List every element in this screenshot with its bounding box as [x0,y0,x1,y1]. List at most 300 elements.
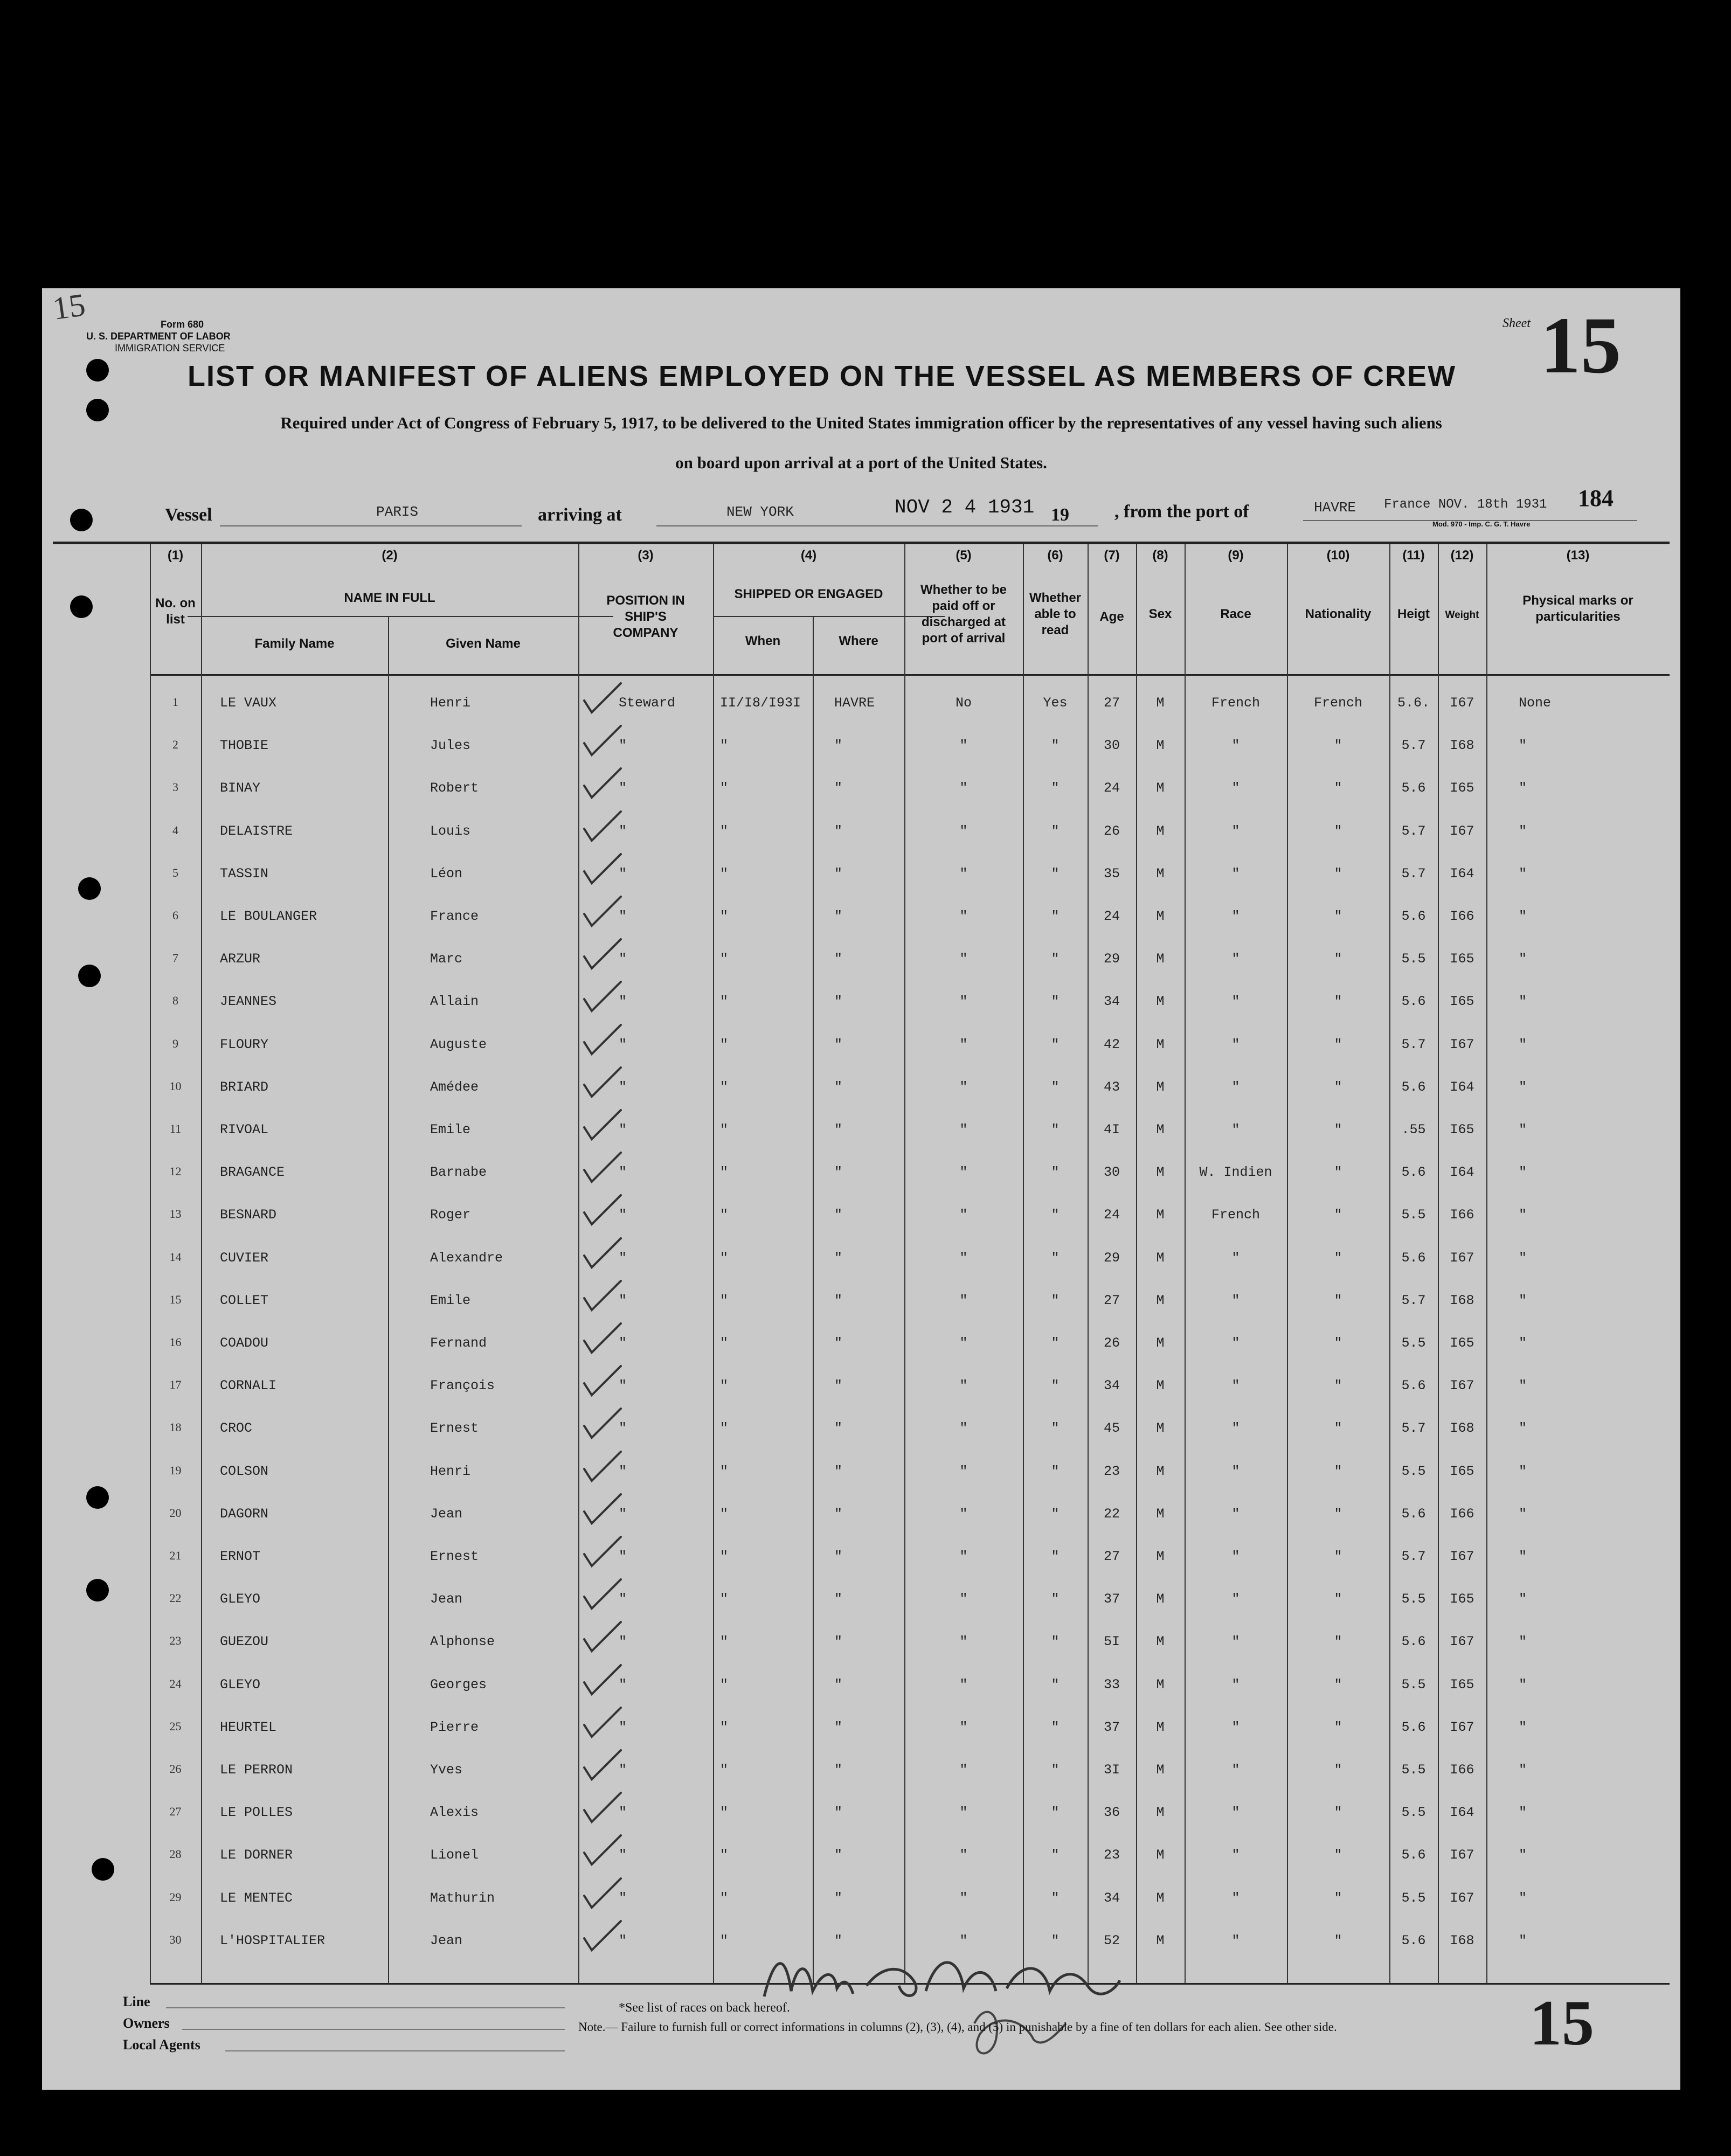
cell-race: " [1231,1676,1240,1693]
cell-where: " [834,1036,843,1052]
header-position: POSITION IN SHIP'S COMPANY [606,593,685,640]
cell-age: 22 [1103,1506,1120,1522]
cell-paid: " [959,1634,968,1650]
cell-race: " [1231,738,1240,754]
binder-hole [92,1858,114,1881]
cell-family: GUEZOU [220,1634,269,1650]
table-row [42,1794,1680,1836]
cell-no: 20 [169,1506,182,1520]
cell-no: 13 [169,1207,182,1221]
header-given-name: Given Name [446,636,521,651]
cell-read: " [1051,1250,1060,1266]
cell-age: 23 [1103,1847,1120,1863]
cell-family: RIVOAL [220,1122,269,1138]
cell-given: François [430,1378,495,1394]
check-mark-icon [581,807,624,845]
cell-height: 5.6 [1401,1932,1426,1949]
check-mark-icon [581,1618,624,1655]
cell-marks: " [1519,865,1527,882]
colnum-9: (9) [1228,548,1244,563]
check-mark-icon [581,1319,624,1357]
cell-given: Pierre [430,1719,479,1735]
cell-race: " [1231,1122,1240,1138]
cell-age: 24 [1103,1207,1120,1223]
cell-age: 26 [1103,823,1120,839]
cell-read: " [1051,823,1060,839]
cell-read: " [1051,1932,1060,1949]
cell-height: 5.6 [1401,1847,1426,1863]
cell-read: " [1051,1335,1060,1351]
cell-age: 34 [1103,1890,1120,1906]
cell-no: 27 [169,1805,182,1819]
cell-nat: " [1334,1463,1342,1479]
cell-read: " [1051,994,1060,1010]
cell-given: Marc [430,951,463,967]
cell-position: Steward [619,695,676,711]
cell-given: Robert [430,780,479,796]
colnum-1: (1) [167,548,184,563]
cell-when: " [720,1335,729,1351]
cell-marks: " [1519,1890,1527,1906]
cell-no: 23 [169,1634,182,1648]
cell-weight: I68 [1450,1420,1474,1437]
cell-height: 5.5 [1401,1335,1426,1351]
cell-no: 24 [169,1676,182,1690]
cell-where: " [834,823,843,839]
cell-height: 5.5 [1401,1591,1426,1607]
check-mark-icon [581,1575,624,1613]
cell-family: LE BOULANGER [220,909,317,924]
cell-where: " [834,909,843,924]
cell-family: GLEYO [220,1591,261,1607]
department-name: U. S. DEPARTMENT OF LABOR [86,331,231,342]
header-no-on-list: No. on list [155,596,196,627]
table-row [42,1111,1680,1153]
cell-family: COLSON [220,1463,269,1479]
cell-race: " [1231,1634,1240,1650]
cell-height: 5.6 [1401,1378,1426,1394]
cell-marks: " [1519,738,1527,754]
check-mark-icon [581,892,624,930]
cell-age: 29 [1103,951,1120,967]
cell-paid: " [959,1079,968,1095]
cell-sex: M [1156,1292,1165,1308]
cell-height: 5.7 [1401,865,1426,882]
cell-position: " [619,1036,627,1052]
table-row [42,813,1680,855]
cell-sex: M [1156,1463,1165,1479]
cell-position: " [619,823,627,839]
cell-paid: " [959,1207,968,1223]
cell-position: " [619,865,627,882]
cell-sex: M [1156,823,1165,839]
cell-weight: I66 [1450,1506,1474,1522]
cell-given: Ernest [430,1549,479,1564]
binder-hole [70,595,93,618]
cell-paid: " [959,1335,968,1351]
cell-position: " [619,1932,627,1949]
cell-given: Emile [430,1292,471,1308]
binder-hole [78,877,101,900]
cell-sex: M [1156,1122,1165,1138]
cell-when: " [720,909,729,924]
cell-no: 6 [172,909,178,922]
cell-read: " [1051,1420,1060,1437]
cell-race: " [1231,1549,1240,1564]
cell-where: " [834,1250,843,1266]
cell-position: " [619,1890,627,1906]
cell-where: " [834,1420,843,1437]
cell-marks: " [1519,1122,1527,1138]
cell-no: 8 [172,994,178,1008]
cell-weight: I65 [1450,1122,1474,1138]
cell-family: DELAISTRE [220,823,293,839]
cell-height: 5.6 [1401,1634,1426,1650]
header-race: Race [1220,607,1251,621]
cell-race: " [1231,1250,1240,1266]
header-sex: Sex [1148,607,1172,621]
cell-no: 16 [169,1335,182,1349]
subtitle-line-1: Required under Act of Congress of February 5, 1917, to be delivered to the United States immigration officer by the representatives of any vessel having such aliens [280,413,1442,432]
arriving-port: NEW YORK [726,504,794,520]
table-row [42,1709,1680,1751]
cell-family: HEURTEL [220,1719,277,1735]
cell-sex: M [1156,1719,1165,1735]
cell-paid: " [959,1378,968,1394]
cell-given: Roger [430,1207,471,1223]
check-mark-icon [581,1788,624,1826]
corner-handwritten-number: 15 [50,287,88,327]
cell-family: JEANNES [220,994,277,1010]
header-age: Age [1099,609,1124,624]
cell-nat: " [1334,951,1342,967]
cell-race: " [1231,994,1240,1010]
cell-weight: I66 [1450,1762,1474,1778]
cell-race: " [1231,1805,1240,1821]
cell-when: " [720,1506,729,1522]
cell-position: " [619,1250,627,1266]
table-row [42,1751,1680,1793]
cell-no: 25 [169,1719,182,1733]
page-title: LIST OR MANIFEST OF ALIENS EMPLOYED ON THE VESSEL AS MEMBERS OF CREW [188,360,1457,392]
cell-marks: " [1519,1591,1527,1607]
cell-where: " [834,1676,843,1693]
form-number: Form 680 [161,319,204,330]
cell-position: " [619,909,627,924]
cell-paid: " [959,738,968,754]
cell-position: " [619,1463,627,1479]
cell-given: Jean [430,1506,463,1522]
check-mark-icon [581,1191,624,1229]
header-physical-marks: Physical marks or particularities [1522,593,1633,624]
cell-paid: " [959,1549,968,1564]
colnum-7: (7) [1104,548,1120,563]
cell-position: " [619,1676,627,1693]
cell-position: " [619,1335,627,1351]
cell-read: " [1051,1292,1060,1308]
binder-hole [86,359,109,382]
cell-read: " [1051,738,1060,754]
cell-height: 5.6 [1401,1164,1426,1181]
cell-marks: " [1519,1420,1527,1437]
cell-marks: " [1519,1549,1527,1564]
cell-read: " [1051,909,1060,924]
binder-hole [70,509,93,531]
cell-position: " [619,1506,627,1522]
cell-race: " [1231,1335,1240,1351]
cell-weight: I67 [1450,1378,1474,1394]
cell-height: 5.7 [1401,1549,1426,1564]
cell-paid: " [959,865,968,882]
cell-paid: " [959,1932,968,1949]
cell-marks: " [1519,909,1527,924]
table-row [42,1410,1680,1452]
cell-marks: " [1519,1847,1527,1863]
cell-weight: I68 [1450,738,1474,754]
cell-given: Emile [430,1122,471,1138]
cell-nat: " [1334,1805,1342,1821]
cell-weight: I67 [1450,823,1474,839]
cell-where: " [834,865,843,882]
cell-marks: " [1519,1292,1527,1308]
cell-when: " [720,1463,729,1479]
colnum-6: (6) [1047,548,1063,563]
cell-given: Yves [430,1762,463,1778]
cell-given: Léon [430,865,463,882]
cell-sex: M [1156,1932,1165,1949]
cell-no: 28 [169,1847,182,1861]
cell-marks: " [1519,1932,1527,1949]
cell-given: Lionel [430,1847,479,1863]
cell-race: French [1211,695,1260,711]
cell-given: Auguste [430,1036,487,1052]
penalty-note: Note.— Failure to furnish full or correct informations in columns (2), (3), (4), and (5) in punishable by a fine of ten dollars for each alien. See other side. [578,2020,1337,2034]
cell-where: " [834,1932,843,1949]
header-weight: Weight [1445,609,1479,621]
cell-where: " [834,1335,843,1351]
cell-nat: " [1334,1292,1342,1308]
check-mark-icon [581,1063,624,1101]
cell-age: 23 [1103,1463,1120,1479]
header-when: When [745,634,781,648]
cell-when: " [720,1591,729,1607]
arrival-date-stamp: NOV 2 4 1931 [895,496,1035,518]
cell-weight: I65 [1450,1591,1474,1607]
table-row [42,1453,1680,1495]
cell-where: HAVRE [834,695,875,711]
races-note: *See list of races on back hereof. [619,2001,790,2015]
cell-marks: " [1519,1378,1527,1394]
table-row [42,1325,1680,1367]
cell-family: LE MENTEC [220,1890,293,1906]
cell-weight: I67 [1450,1036,1474,1052]
cell-height: 5.5 [1401,1762,1426,1778]
cell-position: " [619,780,627,796]
cell-family: CUVIER [220,1250,269,1266]
cell-position: " [619,1079,627,1095]
cell-read: " [1051,1463,1060,1479]
cell-race: " [1231,823,1240,839]
table-row [42,983,1680,1025]
cell-paid: " [959,1463,968,1479]
cell-when: " [720,738,729,754]
cell-read: " [1051,1719,1060,1735]
cell-read: " [1051,865,1060,882]
cell-read: " [1051,1122,1060,1138]
cell-when: " [720,780,729,796]
header-able-to-read: Whether able to read [1029,591,1081,637]
cell-race: " [1231,1890,1240,1906]
cell-age: 35 [1103,865,1120,882]
header-family-name: Family Name [254,636,335,651]
cell-sex: M [1156,1420,1165,1437]
cell-read: " [1051,951,1060,967]
cell-when: " [720,1890,729,1906]
cell-when: " [720,1122,729,1138]
cell-weight: I66 [1450,909,1474,924]
cell-height: 5.6 [1401,1719,1426,1735]
cell-given: Henri [430,1463,471,1479]
cell-race: " [1231,1847,1240,1863]
cell-where: " [834,1207,843,1223]
cell-position: " [619,1420,627,1437]
table-row [42,855,1680,897]
from-port-label: , from the port of [1114,502,1249,522]
cell-given: Georges [430,1676,487,1693]
check-mark-icon [581,1277,624,1314]
cell-sex: M [1156,1207,1165,1223]
cell-age: 3I [1103,1762,1120,1778]
cell-nat: " [1334,1378,1342,1394]
cell-age: 29 [1103,1250,1120,1266]
cell-no: 2 [172,738,178,752]
colnum-8: (8) [1152,548,1168,563]
cell-paid: " [959,1676,968,1693]
cell-marks: " [1519,1762,1527,1778]
cell-where: " [834,994,843,1010]
table-row [42,1239,1680,1281]
cell-no: 3 [172,780,178,794]
check-mark-icon [581,1362,624,1399]
cell-when: " [720,823,729,839]
cell-race: W. Indien [1199,1164,1272,1181]
cell-race: " [1231,1719,1240,1735]
cell-position: " [619,1164,627,1181]
cell-nat: " [1334,1335,1342,1351]
cell-race: " [1231,1506,1240,1522]
check-mark-icon [581,850,624,888]
cell-read: " [1051,1164,1060,1181]
footer-agents-label: Local Agents [123,2037,200,2053]
cell-nat: " [1334,1036,1342,1052]
cell-race: " [1231,1463,1240,1479]
cell-given: Jules [430,738,471,754]
cell-given: France [430,909,479,924]
cell-weight: I64 [1450,1805,1474,1821]
cell-age: 24 [1103,909,1120,924]
cell-age: 33 [1103,1676,1120,1693]
cell-where: " [834,1847,843,1863]
cell-height: 5.5 [1401,1890,1426,1906]
cell-height: 5.6 [1401,1506,1426,1522]
cell-sex: M [1156,909,1165,924]
header-height: Heigt [1397,607,1430,621]
colnum-10: (10) [1326,548,1350,563]
cell-sex: M [1156,1036,1165,1052]
header-nationality: Nationality [1305,607,1372,621]
arriving-label: arriving at [538,505,622,525]
cell-height: 5.7 [1401,1420,1426,1437]
cell-age: 5I [1103,1634,1120,1650]
cell-sex: M [1156,1591,1165,1607]
cell-no: 9 [172,1036,178,1050]
printer-imprint: Mod. 970 - Imp. C. G. T. Havre [1432,520,1531,528]
cell-marks: " [1519,1036,1527,1052]
cell-read: " [1051,780,1060,796]
cell-family: LE VAUX [220,695,277,711]
cell-when: " [720,1634,729,1650]
cell-read: " [1051,1591,1060,1607]
cell-where: " [834,1890,843,1906]
cell-height: 5.5 [1401,1207,1426,1223]
cell-no: 1 [172,695,178,709]
table-row [42,1623,1680,1665]
cell-where: " [834,1762,843,1778]
cell-where: " [834,1805,843,1821]
cell-when: " [720,1676,729,1693]
cell-age: 37 [1103,1591,1120,1607]
cell-height: 5.7 [1401,738,1426,754]
cell-no: 14 [169,1250,182,1264]
cell-family: LE PERRON [220,1762,293,1778]
cell-when: " [720,1420,729,1437]
cell-weight: I67 [1450,1719,1474,1735]
cell-weight: I67 [1450,1549,1474,1564]
cell-marks: " [1519,780,1527,796]
service-name: IMMIGRATION SERVICE [115,343,225,353]
cell-paid: " [959,1890,968,1906]
cell-no: 22 [169,1591,182,1605]
cell-when: " [720,951,729,967]
cell-position: " [619,738,627,754]
table-row [42,1069,1680,1111]
cell-paid: No [955,695,972,711]
cell-given: Mathurin [430,1890,495,1906]
cell-sex: M [1156,1762,1165,1778]
cell-height: 5.6 [1401,1250,1426,1266]
table-row [42,1580,1680,1623]
binder-hole [78,965,101,987]
cell-family: LE POLLES [220,1805,293,1821]
cell-nat: " [1334,823,1342,839]
cell-no: 26 [169,1762,182,1776]
cell-weight: I65 [1450,994,1474,1010]
cell-paid: " [959,1762,968,1778]
check-mark-icon [581,1490,624,1528]
cell-read: " [1051,1890,1060,1906]
cell-age: 34 [1103,994,1120,1010]
cell-sex: M [1156,1805,1165,1821]
cell-family: COADOU [220,1335,269,1351]
cell-where: " [834,1122,843,1138]
cell-family: CROC [220,1420,253,1437]
cell-when: " [720,994,729,1010]
cell-race: " [1231,909,1240,924]
cell-nat: " [1334,1719,1342,1735]
cell-where: " [834,780,843,796]
cell-where: " [834,951,843,967]
check-mark-icon [581,1447,624,1485]
